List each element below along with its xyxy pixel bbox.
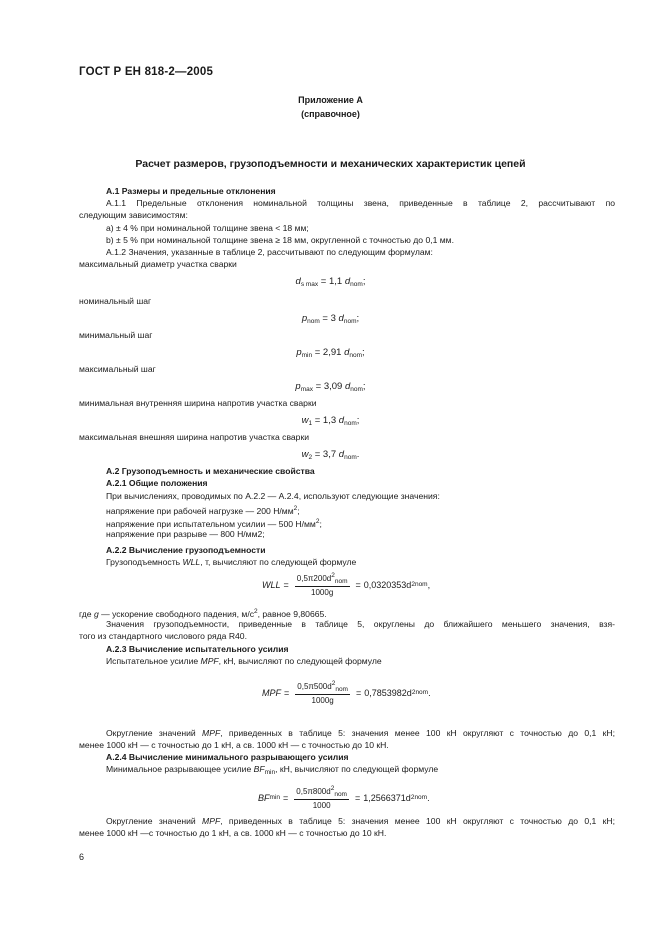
section-a1-p1-line2: следующим зависимостям: — [79, 210, 188, 220]
mpf-round-line2: менее 1000 кН — с точностью до 1 кН, а св. 1000 кН — с точностью до 10 кН. — [79, 740, 389, 750]
section-a23-title: А.2.3 Вычисление испытательного усилия — [106, 644, 289, 654]
section-a22-title: А.2.2 Вычисление грузоподъемности — [106, 545, 266, 555]
formula-dsmax: $d_{s max} = 1,1$ $d_{nom}$; — [295, 276, 366, 288]
bf-round-line1: Округление значений MPF, приведенных в таблице 5: значения менее 100 кН округляют с точностью до 0,1 кН; — [106, 816, 615, 826]
section-a1-p1-line1: А.1.1 Предельные отклонения номинальной толщины звена, приведенные в таблице 2, рассчитывают по — [106, 198, 615, 208]
section-a22-p: Грузоподъемность WLL, т, вычисляют по следующей формуле — [106, 557, 357, 567]
wll-note-line1: Значения грузоподъемности, приведенные в таблице 5, округлены до ближайшего меньшего значения, взя- — [106, 619, 615, 629]
section-a21-p: При вычислениях, проводимых по А.2.2 — А.2.4, используют следующие значения: — [106, 491, 440, 501]
label-dsmax: максимальный диаметр участка сварки — [79, 259, 237, 269]
section-a1-item-b: b) ± 5 % при номинальной толщине звена ≥ 18 мм, округленной с точностью до 0,1 мм. — [106, 235, 454, 245]
formula-mpf: MPF = $\frac{0,5\pi 500d^2_{nom}}{1000g}$ = 0,7853982d 2 nom . — [262, 680, 431, 705]
stress-work: напряжение при рабочей нагрузке — 200 $Н/мм^2$; — [106, 505, 300, 516]
label-pmin: минимальный шаг — [79, 330, 153, 340]
section-a24-p: Минимальное разрывающее усилие $BF_{min}$, кН, вычисляют по следующей формуле — [106, 764, 439, 776]
bf-round-line2: менее 1000 кН —с точностью до 1 кН, а св. 1000 кН — с точностью до 10 кН. — [79, 828, 387, 838]
label-w2: максимальная внешняя ширина напротив участка сварки — [79, 432, 310, 442]
label-pmax: максимальный шаг — [79, 364, 156, 374]
section-a21-title: А.2.1 Общие положения — [106, 478, 208, 488]
stress-break: напряжение при разрыве — 800 Н/мм2; — [106, 529, 265, 539]
mpf-round-line1: Округление значений MPF, приведенных в таблице 5: значения менее 100 кН округляют с точностью до 0,1 кН; — [106, 728, 615, 738]
formula-pmin: $p_{min} = 2,91$ $d_{nom}$; — [296, 347, 365, 359]
formula-pnom: $p_{nom} = 3$ $d_{nom}$; — [301, 313, 360, 325]
section-a2-title: А.2 Грузоподъемность и механические свойства — [106, 466, 315, 476]
formula-wll: WLL = $\frac{0,5\pi 200d^2_{nom}}{1000g}$ = 0,0320353d 2 nom , — [262, 572, 431, 597]
label-w1: минимальная внутренняя ширина напротив участка сварки — [79, 398, 317, 408]
formula-w2: $w_2 = 3,7$ $d_{nom}$. — [301, 449, 360, 461]
section-a23-p: Испытательное усилие MPF, кН, вычисляют по следующей формуле — [106, 656, 382, 666]
section-a1-title: А.1 Размеры и предельные отклонения — [106, 186, 276, 196]
page-number: 6 — [79, 852, 85, 862]
section-a24-title: А.2.4 Вычисление минимального разрывающего усилия — [106, 752, 349, 762]
annex-kind: (справочное) — [301, 109, 360, 119]
formula-bf: BF min = $\frac{0,5\pi 800d^2_{nom}}{1000}$ = 1,2566371d 2 nom . — [258, 785, 430, 810]
main-heading: Расчет размеров, грузоподъемности и механических характеристик цепей — [135, 158, 526, 170]
wll-note-line2: того из стандартного числового ряда R40. — [79, 631, 247, 641]
section-a1-item-a: а) ± 4 % при номинальной толщине звена < 18 мм; — [106, 223, 309, 233]
formula-w1: $w_1 = 1,3$ $d_{nom}$; — [301, 415, 360, 427]
formula-pmax: $p_{max} = 3,09$ $d_{nom}$; — [295, 381, 366, 393]
g-note: где g — ускорение свободного падения, $м/с^2$, равное 9,80665. — [79, 608, 327, 619]
standard-code: ГОСТ Р ЕН 818-2—2005 — [79, 66, 214, 78]
stress-test: напряжение при испытательном усилии — 500 $Н/мм^2$; — [106, 518, 322, 529]
section-a1-p2: А.1.2 Значения, указанные в таблице 2, рассчитывают по следующим формулам: — [106, 247, 433, 257]
label-pnom: номинальный шаг — [79, 296, 152, 306]
annex-title: Приложение А — [298, 95, 363, 105]
